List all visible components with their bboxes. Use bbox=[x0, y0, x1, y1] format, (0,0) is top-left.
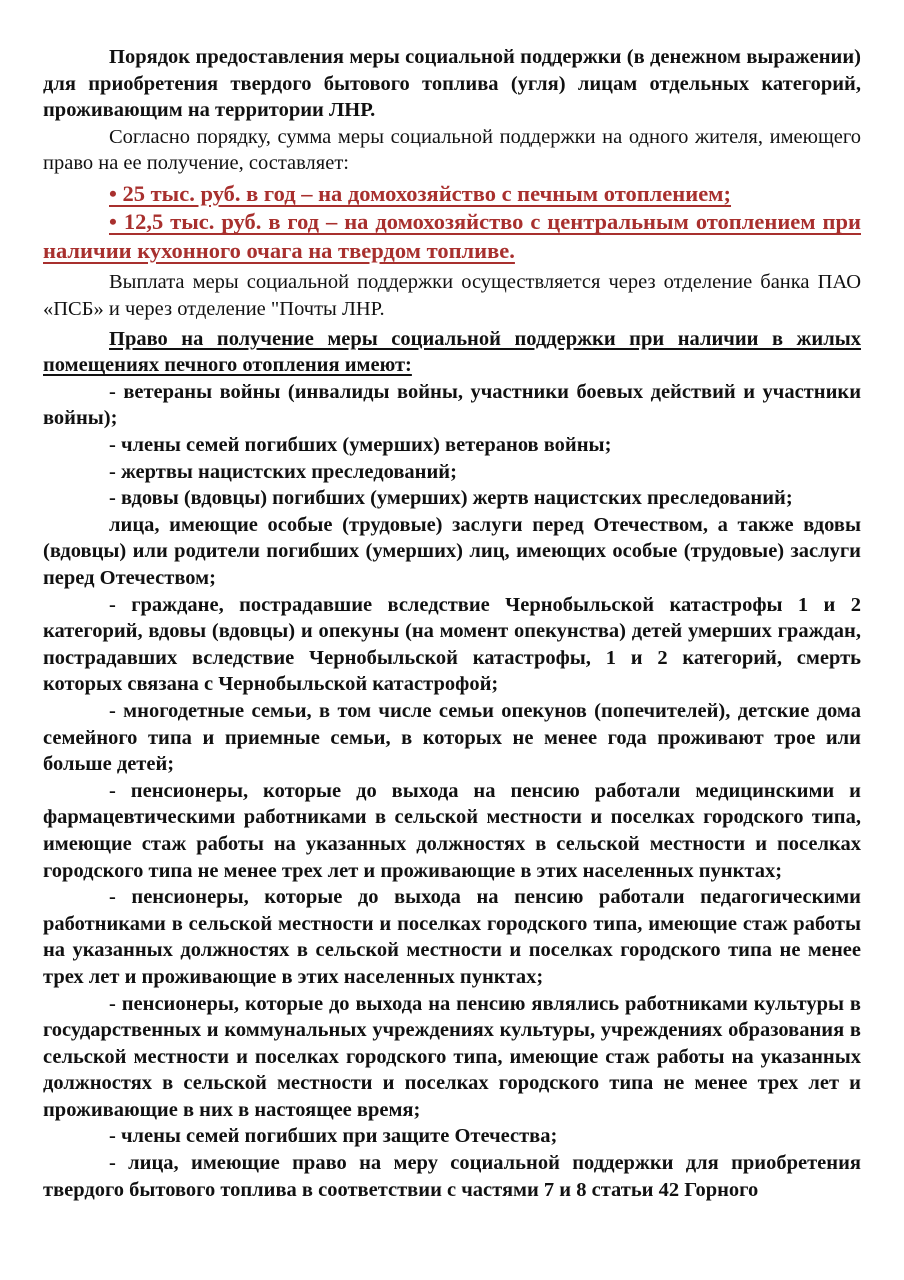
section-heading: Право на получение меры социальной поддержки при наличии в жилых помещениях печного отопления имеют: bbox=[43, 327, 861, 377]
document-page bbox=[43, 44, 861, 1203]
list-item: - лица, имеющие право на меру социальной поддержки для приобретения твердого бытового топлива в соответствии с частями 7 и 8 статьи 42 Горного bbox=[43, 1152, 861, 1201]
payment-paragraph: Выплата меры социальной поддержки осуществляется через отделение банка ПАО «ПСБ» и через отделение "Почты ЛНР. bbox=[43, 271, 861, 321]
list-item: лица, имеющие особые (трудовые) заслуги перед Отечеством, а также вдовы (вдовцы) или родители погибших (умерших) лиц, имеющих особые (трудовые) заслуги перед Отечеством; bbox=[43, 513, 861, 589]
list-item: - граждане, пострадавшие вследствие Чернобыльской катастрофы 1 и 2 категорий, вдовы (вдовцы) и опекуны (на момент опекунства) детей умерших граждан, пострадавших вследствие Чернобыльской катастрофы, 1 и 2 категорий, смерть которых связана с Чернобыльской катастрофой; bbox=[43, 593, 861, 696]
list-item: - вдовы (вдовцы) погибших (умерших) жертв нацистских преследований; bbox=[109, 487, 793, 510]
list-item: - пенсионеры, которые до выхода на пенсию работали медицинскими и фармацевтическими работниками в сельской местности и поселках городского типа, имеющие стаж работы на указанных должностях в сельской местности и поселках городского типа не менее трех лет и проживающие в этих населенных пунктах; bbox=[43, 779, 861, 882]
list-item: - жертвы нацистских преследований; bbox=[109, 460, 457, 483]
list-item: - ветераны войны (инвалиды войны, участники боевых действий и участники войны); bbox=[43, 380, 861, 430]
document-title: Порядок предоставления меры социальной поддержки (в денежном выражении) для приобретения твердого бытового топлива (угля) лицам отдельных категорий, проживающим на территории ЛНР. bbox=[43, 46, 861, 122]
list-item: - пенсионеры, которые до выхода на пенсию являлись работниками культуры в государственных и коммунальных учреждениях культуры, учреждениях образования в сельской местности и поселках городского типа, имеющие стаж работы на указанных должностях в сельской местности и поселках городского типа не менее трех лет и проживающие в них в настоящее время; bbox=[43, 992, 861, 1121]
amount-central-heating: • 12,5 тыс. руб. в год – на домохозяйство с центральным отоплением при наличии кухонного очага на твердом топливе. bbox=[43, 209, 861, 263]
list-item: - члены семей погибших при защите Отечества; bbox=[109, 1125, 558, 1148]
amount-stove-heating: • 25 тыс. руб. в год – на домохозяйство с печным отоплением; bbox=[109, 180, 732, 206]
list-item: - пенсионеры, которые до выхода на пенсию работали педагогическими работниками в сельской местности и поселках городского типа, имеющие стаж работы на указанных должностях в сельской местности и поселках городского типа не менее трех лет и проживающие в этих населенных пунктах; bbox=[43, 886, 861, 988]
list-item: - члены семей погибших (умерших) ветеранов войны; bbox=[109, 434, 612, 457]
intro-paragraph: Согласно порядку, сумма меры социальной поддержки на одного жителя, имеющего право на ее получение, составляет: bbox=[43, 125, 861, 175]
list-item: - многодетные семьи, в том числе семьи опекунов (попечителей), детские дома семейного типа и приемные семьи, в которых не менее года проживают трое или больше детей; bbox=[43, 699, 861, 776]
